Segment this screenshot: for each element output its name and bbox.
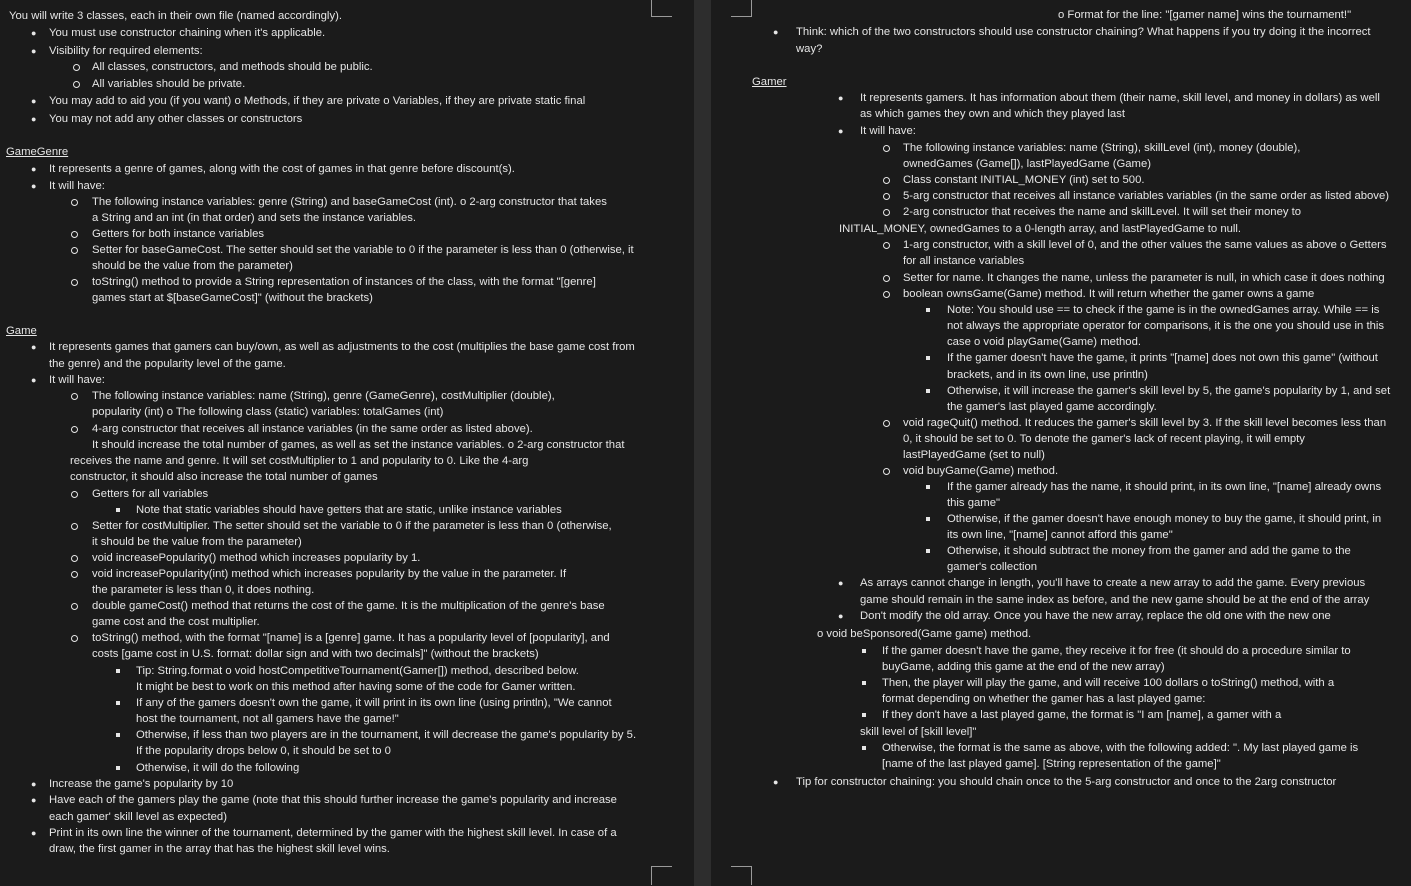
bullet-icon: ● — [773, 777, 779, 787]
hollow-bullet-icon — [71, 571, 78, 578]
text-line: skill level of [skill level]" — [860, 726, 977, 738]
text-line: double gameCost() method that returns the cost of the game. It is the multiplication of the genre's base — [92, 600, 605, 612]
bullet-icon: ● — [31, 828, 37, 838]
hollow-bullet-icon — [883, 193, 890, 200]
text-line: buyGame, adding this game at the end of the new array) — [882, 661, 1165, 673]
text-line: Tip for constructor chaining: you should chain once to the 5-arg constructor and once to the 2arg constructor — [796, 776, 1337, 788]
text-line: The following instance variables: name (String), genre (GameGenre), costMultiplier (double), — [92, 390, 555, 402]
bullet-icon: ● — [31, 28, 37, 38]
hollow-bullet-icon — [73, 81, 80, 88]
text-line: Otherwise, the format is the same as above, with the following added: ". My last played game is — [882, 742, 1359, 754]
text-line: Think: which of the two constructors should use constructor chaining? What happens if you try doing it the incorrect — [796, 26, 1371, 38]
text-line: games start at $[baseGameCost]" (without the brackets) — [92, 292, 373, 304]
text-line: Print in its own line the winner of the tournament, determined by the gamer with the highest skill level. In case of a — [49, 827, 617, 839]
square-bullet-icon — [116, 733, 120, 737]
square-bullet-icon — [926, 517, 930, 521]
text-line: a String and an int (in that order) and sets the instance variables. — [92, 212, 417, 224]
rule-line: All classes, constructors, and methods should be public. — [92, 61, 373, 73]
text-line: the genre) and the popularity level of the game. — [49, 358, 286, 370]
text-line: 2-arg constructor that receives the name and skillLevel. It will set their money to — [903, 206, 1302, 218]
page-corner-mark — [651, 866, 672, 885]
text-line: Setter for baseGameCost. The setter should set the variable to 0 if the parameter is less than 0 (otherwise, it — [92, 244, 634, 256]
text-line: It represents gamers. It has information about them (their name, skill level, and money in dollars) as well — [860, 92, 1380, 104]
text-line: As arrays cannot change in length, you'll have to create a new array to add the game. Every previous — [860, 577, 1366, 589]
text-line: should be the value from the parameter) — [92, 260, 293, 272]
hollow-bullet-icon — [883, 145, 890, 152]
square-bullet-icon — [862, 681, 866, 685]
hollow-bullet-icon — [73, 64, 80, 71]
document-page-right — [711, 0, 1411, 886]
text-line: lastPlayedGame (set to null) — [903, 449, 1045, 461]
intro-line: You will write 3 classes, each in their own file (named accordingly). — [9, 10, 342, 22]
text-line: It will have: — [860, 125, 916, 137]
square-bullet-icon — [926, 549, 930, 553]
bullet-icon: ● — [31, 181, 37, 191]
hollow-bullet-icon — [883, 468, 890, 475]
text-line: It should increase the total number of games, as well as set the instance variables. o 2-arg constructor that — [92, 439, 625, 451]
bullet-icon: ● — [31, 375, 37, 385]
text-line: toString() method, with the format "[name] is a [genre] game. It has a popularity level of [popularity], and — [92, 632, 610, 644]
bullet-icon: ● — [31, 342, 37, 352]
heading-gamegenre: GameGenre — [6, 146, 69, 158]
hollow-bullet-icon — [71, 393, 78, 400]
bullet-icon: ● — [31, 96, 37, 106]
text-line: ownedGames (Game[]), lastPlayedGame (Game) — [903, 158, 1151, 170]
text-line: void buyGame(Game) method. — [903, 465, 1059, 477]
hollow-bullet-icon — [883, 209, 890, 216]
text-line: It represents games that gamers can buy/own, as well as adjustments to the cost (multiplies the base game cost from — [49, 341, 635, 353]
heading-game: Game — [6, 325, 37, 337]
hollow-bullet-icon — [71, 635, 78, 642]
rule-line: All variables should be private. — [92, 78, 246, 90]
hollow-bullet-icon — [71, 603, 78, 610]
text-line: way? — [796, 43, 823, 55]
hollow-bullet-icon — [883, 242, 890, 249]
text-line: void rageQuit() method. It reduces the gamer's skill level by 3. If the skill level becomes less than — [903, 417, 1387, 429]
text-line: 4-arg constructor that receives all instance variables (in the same order as listed above). — [92, 423, 533, 435]
bullet-icon: ● — [31, 46, 37, 56]
text-line: Otherwise, if less than two players are in the tournament, it will decrease the game's popularity by 5. — [136, 729, 637, 741]
text-line: Setter for name. It changes the name, unless the parameter is null, in which case it does nothing — [903, 272, 1385, 284]
text-line: costs [game cost in U.S. format: dollar sign and with two decimals]" (without the brackets) — [92, 648, 539, 660]
square-bullet-icon — [116, 508, 120, 512]
text-line: not always the appropriate operator for comparisons, it is the one you should use in this — [947, 320, 1385, 332]
text-line: boolean ownsGame(Game) method. It will return whether the gamer owns a game — [903, 288, 1315, 300]
bullet-icon: ● — [31, 164, 37, 174]
text-line: the parameter is less than 0, it does nothing. — [92, 584, 315, 596]
text-line: If the gamer doesn't have the game, they receive it for free (it should do a procedure similar to — [882, 645, 1351, 657]
text-line: draw, the first gamer in the array that has the highest skill level wins. — [49, 843, 390, 855]
bullet-icon: ● — [31, 779, 37, 789]
hollow-bullet-icon — [71, 491, 78, 498]
text-line: as which games they own and which they played last — [860, 108, 1125, 120]
hollow-bullet-icon — [71, 523, 78, 530]
text-line: If the gamer already has the name, it should print, in its own line, "[name] already owns — [947, 481, 1382, 493]
square-bullet-icon — [862, 649, 866, 653]
square-bullet-icon — [926, 485, 930, 489]
hollow-bullet-icon — [883, 291, 890, 298]
hollow-bullet-icon — [71, 279, 78, 286]
text-line: its own line, "[name] cannot afford this game" — [947, 529, 1173, 541]
text-line: 5-arg constructor that receives all instance variables variables (in the same order as listed above) — [903, 190, 1389, 202]
text-line: The following instance variables: name (String), skillLevel (int), money (double), — [903, 142, 1301, 154]
text-line: If the gamer doesn't have the game, it prints "[name] does not own this game" (without — [947, 352, 1378, 364]
hollow-bullet-icon — [883, 420, 890, 427]
text-line: case o void playGame(Game) method. — [947, 336, 1142, 348]
text-line: brackets, and in its own line, use println) — [947, 369, 1148, 381]
text-line: Otherwise, it should subtract the money from the gamer and add the game to the — [947, 545, 1351, 557]
text-line: receives the name and genre. It will set costMultiplier to 1 and popularity to 0. Like the 4-arg — [70, 455, 529, 467]
text-line: Have each of the gamers play the game (note that this should further increase the game's popularity and increase — [49, 794, 617, 806]
bullet-icon: ● — [838, 126, 844, 136]
text-line: 0, it should be set to 0. To denote the gamer's lack of recent playing, it will empty — [903, 433, 1305, 445]
text-line: game should remain in the same index as before, and the new game should be at the end of the array — [860, 594, 1370, 606]
bullet-icon: ● — [838, 611, 844, 621]
text-line: o Format for the line: "[gamer name] wins the tournament!" — [1058, 9, 1352, 21]
text-line: Getters for all variables — [92, 488, 209, 500]
text-line: Class constant INITIAL_MONEY (int) set to 500. — [903, 174, 1145, 186]
square-bullet-icon — [862, 713, 866, 717]
square-bullet-icon — [862, 746, 866, 750]
text-line: each gamer' skill level as expected) — [49, 811, 227, 823]
text-line: It represents a genre of games, along with the cost of games in that genre before discount(s). — [49, 163, 515, 175]
text-line: [name of the last played game]. [String representation of the game]" — [882, 758, 1221, 770]
text-line: it should be the value from the parameter) — [92, 536, 302, 548]
text-line: for all instance variables — [903, 255, 1025, 267]
text-line: Tip: String.format o void hostCompetitiveTournament(Gamer[]) method, described below. — [136, 665, 579, 677]
rule-line: You must use constructor chaining when it's applicable. — [49, 27, 326, 39]
square-bullet-icon — [926, 356, 930, 360]
text-line: void increasePopularity() method which increases popularity by 1. — [92, 552, 421, 564]
hollow-bullet-icon — [71, 247, 78, 254]
text-line: If they don't have a last played game, the format is "I am [name], a gamer with a — [882, 709, 1282, 721]
text-line: the gamer's last played game accordingly. — [947, 401, 1157, 413]
text-line: popularity (int) o The following class (static) variables: totalGames (int) — [92, 406, 444, 418]
text-line: Note that static variables should have getters that are static, unlike instance variables — [136, 504, 562, 516]
text-line: game cost and the cost multiplier. — [92, 616, 260, 628]
hollow-bullet-icon — [883, 275, 890, 282]
square-bullet-icon — [116, 669, 120, 673]
text-line: Getters for both instance variables — [92, 228, 265, 240]
page-gutter — [694, 0, 711, 886]
hollow-bullet-icon — [71, 426, 78, 433]
rule-line: You may not add any other classes or constructors — [49, 113, 303, 125]
text-line: Otherwise, it will increase the gamer's skill level by 5, the game's popularity by 1, and set — [947, 385, 1391, 397]
hollow-bullet-icon — [883, 177, 890, 184]
text-line: constructor, it should also increase the total number of games — [70, 471, 378, 483]
page-corner-mark — [731, 866, 752, 885]
text-line: The following instance variables: genre (String) and baseGameCost (int). o 2-arg constructor that takes — [92, 196, 607, 208]
square-bullet-icon — [926, 389, 930, 393]
text-line: Don't modify the old array. Once you have the new array, replace the old one with the new one — [860, 610, 1331, 622]
bullet-icon: ● — [31, 795, 37, 805]
square-bullet-icon — [926, 308, 930, 312]
text-line: this game" — [947, 497, 1000, 509]
bullet-icon: ● — [773, 27, 779, 37]
text-line: It might be best to work on this method after having some of the code for Gamer written. — [136, 681, 576, 693]
text-line: Then, the player will play the game, and will receive 100 dollars o toString() method, with a — [882, 677, 1335, 689]
document-page-left — [0, 0, 694, 886]
text-line: If the popularity drops below 0, it should be set to 0 — [136, 745, 391, 757]
rule-line: You may add to aid you (if you want) o Methods, if they are private o Variables, if they are private static final — [49, 95, 586, 107]
text-line: Otherwise, if the gamer doesn't have enough money to buy the game, it should print, in — [947, 513, 1382, 525]
text-line: INITIAL_MONEY, ownedGames to a 0-length array, and lastPlayedGame to null. — [839, 223, 1242, 235]
text-line: host the tournament, not all gamers have the game!" — [136, 713, 399, 725]
hollow-bullet-icon — [71, 199, 78, 206]
text-line: toString() method to provide a String representation of instances of the class, with the format "[genre] — [92, 276, 596, 288]
text-line: void increasePopularity(int) method which increases popularity by the value in the parameter. If — [92, 568, 567, 580]
rule-line: Visibility for required elements: — [49, 45, 203, 57]
page-corner-mark — [731, 0, 752, 17]
text-line: It will have: — [49, 180, 105, 192]
text-line: If any of the gamers doesn't own the game, it will print in its own line (using println), "We cannot — [136, 697, 612, 709]
text-line: 1-arg constructor, with a skill level of 0, and the other values the same values as above o Getters — [903, 239, 1387, 251]
text-line: format depending on whether the gamer has a last played game: — [882, 693, 1206, 705]
text-line: Otherwise, it will do the following — [136, 762, 300, 774]
bullet-icon: ● — [31, 114, 37, 124]
hollow-bullet-icon — [71, 231, 78, 238]
bullet-icon: ● — [838, 578, 844, 588]
text-line: It will have: — [49, 374, 105, 386]
page-corner-mark — [651, 0, 672, 17]
hollow-bullet-icon — [71, 555, 78, 562]
square-bullet-icon — [116, 701, 120, 705]
text-line: Increase the game's popularity by 10 — [49, 778, 234, 790]
bullet-icon: ● — [838, 93, 844, 103]
square-bullet-icon — [116, 766, 120, 770]
text-line: Setter for costMultiplier. The setter should set the variable to 0 if the parameter is less than 0 (otherwise, — [92, 520, 612, 532]
text-line: o void beSponsored(Game game) method. — [817, 628, 1032, 640]
text-line: Note: You should use == to check if the game is in the ownedGames array. While == is — [947, 304, 1380, 316]
text-line: gamer's collection — [947, 561, 1038, 573]
heading-gamer: Gamer — [752, 76, 787, 88]
